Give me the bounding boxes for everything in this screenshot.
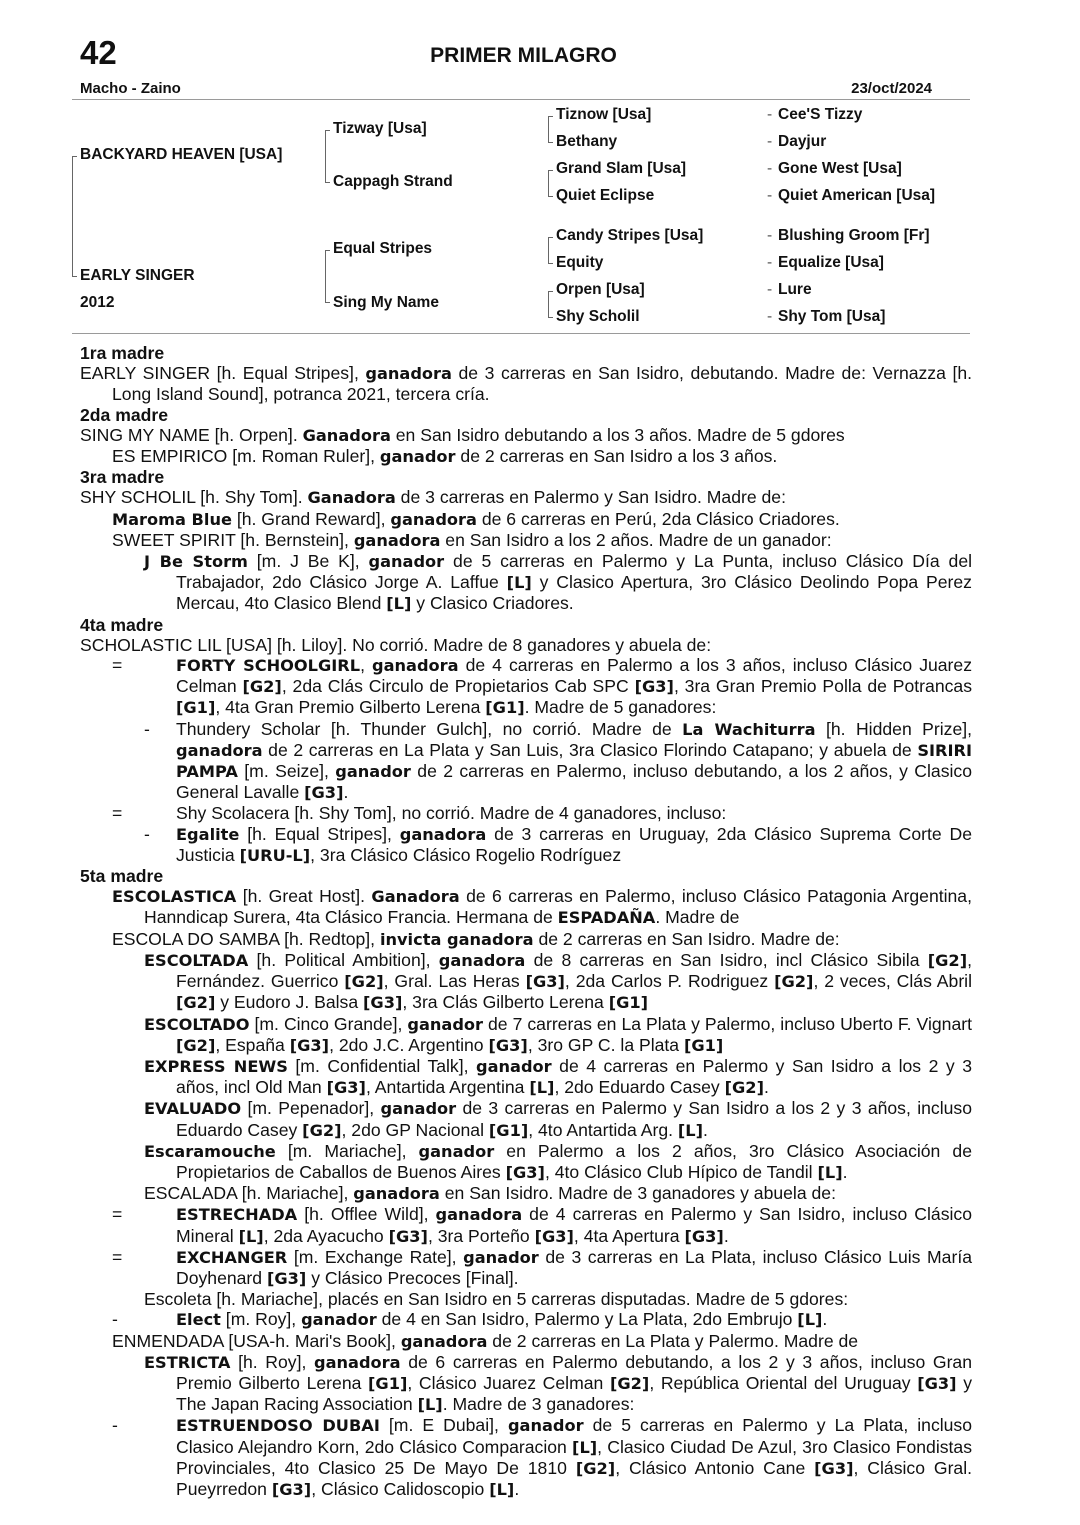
paragraph: ESCOLASTICA [h. Great Host]. Ganadora de 6 carreras en Palermo, incluso Clásico Patagonia Argentina, Hanndicap Surera, 4ta Clásico Francia. Hermana de ESPADAÑA. Madre de (112, 886, 972, 928)
pedigree-g3-4: Quiet Eclipse (556, 187, 655, 204)
paragraph: Escaramouche [m. Mariache], ganador en Palermo a los 2 años, 3ro Clásico Asociación de Propietarios de Caballos de Buenos Aires [G3], 4to Clásico Club Hípico de Tandil [L]. (144, 1140, 972, 1182)
pedigree-g4-6: Equalize [Usa] (778, 254, 884, 271)
paragraph: SCHOLASTIC LIL [USA] [h. Liloy]. No corrió. Madre de 8 ganadores y abuela de: (80, 634, 712, 655)
pedigree-g3-7: Orpen [Usa] (556, 281, 645, 298)
pedigree-g3-3: Grand Slam [Usa] (556, 160, 687, 177)
pedigree-g4-1: Cee'S Tizzy (778, 106, 863, 123)
paragraph: ENMENDADA [USA-h. Mari's Book], ganadora de 2 carreras en La Plata y Palermo. Madre de (112, 1330, 859, 1351)
pedigree-dam: EARLY SINGER (80, 267, 195, 284)
section-heading: 4ta madre (80, 614, 164, 635)
paragraph: Escoleta [h. Mariache], placés en San Isidro en 5 carreras disputadas. Madre de 5 gdores: (144, 1289, 849, 1310)
pedigree-g3-6: Equity (556, 254, 604, 271)
paragraph: ESCALADA [h. Mariache], ganadora en San Isidro. Madre de 3 ganadores y abuela de: (144, 1183, 836, 1204)
paragraph: ES EMPIRICO [m. Roman Ruler], ganador de 2 carreras en San Isidro a los 3 años. (112, 446, 778, 467)
paragraph: ESCOLTADA [h. Political Ambition], ganadora de 8 carreras en San Isidro, incl Clásico Sibila [G2], Fernández. Guerrico [G2], Gral. Las Heras [G3], 2da Carlos P. Rodriguez [G2], 2 veces, Clás Abril [G2] y Eudoro J. Balsa [G3], 3ra Clás Gilberto Lerena [G1] (144, 949, 972, 1013)
pedigree-g3-5: Candy Stripes [Usa] (556, 227, 704, 244)
pedigree-g3-8: Shy Scholil (556, 308, 640, 325)
paragraph: - ESTRUENDOSO DUBAI [m. E Dubai], ganador de 5 carreras en Palermo y La Plata, incluso Clasico Alejandro Korn, 2do Clásico Comparacion [L], Clasico Ciudad De Azul, 3ro Clasico Fondistas Provinciales, 4to Clasico 25 De Mayo De 1810 [G2], Clásico Antonio Cane [G3], Clásico Gral. Pueyrredon [G3], Clásico Calidoscopio [L]. (112, 1415, 973, 1499)
pedigree-g4-7: Lure (778, 281, 812, 298)
pedigree-g4-5: Blushing Groom [Fr] (778, 227, 930, 244)
horse-name: PRIMER MILAGRO (430, 44, 617, 67)
pedigree-sire: BACKYARD HEAVEN [USA] (80, 146, 283, 163)
pedigree-g2-4: Sing My Name (333, 294, 439, 311)
pedigree-g2-1: Tizway [Usa] (333, 120, 427, 137)
paragraph: = EXCHANGER [m. Exchange Rate], ganador de 3 carreras en La Plata, incluso Clásico Luis María Doyhenard [G3] y Clásico Precoces [Final]. (112, 1246, 972, 1288)
paragraph: = ESTRECHADA [h. Offlee Wild], ganadora de 4 carreras en Palermo y San Isidro, incluso Clásico Mineral [L], 2da Ayacucho [G3], 3ra Porteño [G3], 4ta Apertura [G3]. (112, 1204, 972, 1246)
dam-line-text (80, 343, 972, 1500)
sex-color: Macho - Zaino (80, 80, 181, 97)
pedigree-g4-4: Quiet American [Usa] (778, 187, 936, 204)
pedigree-g2-2: Cappagh Strand (333, 173, 453, 190)
section-heading: 5ta madre (80, 866, 164, 887)
section-heading: 1ra madre (80, 343, 165, 363)
section-heading: 2da madre (80, 404, 169, 425)
pedigree-g3-1: Tiznow [Usa] (556, 106, 652, 123)
paragraph: - Egalite [h. Equal Stripes], ganadora de 3 carreras en Uruguay, 2da Clásico Suprema Corte De Justicia [URU-L], 3ra Clásico Clásico Rogelio Rodríguez (144, 823, 972, 865)
paragraph: = FORTY SCHOOLGIRL, ganadora de 4 carreras en Palermo a los 3 años, incluso Clásico Juarez Celman [G2], 2da Clás Circulo de Propietarios Cab SPC [G3], 3ra Gran Premio Polla de Potrancas [G1], 4ta Gran Premio Gilberto Lerena [G1]. Madre de 5 ganadores: (112, 655, 973, 718)
top-rule (72, 99, 970, 100)
paragraph: EXPRESS NEWS [m. Confidential Talk], ganador de 4 carreras en Palermo y San Isidro a los 2 y 3 años, incl Old Man [G3], Antartida Argentina [L], 2do Eduardo Casey [G2]. (144, 1055, 972, 1098)
section-heading: 3ra madre (80, 467, 165, 488)
pedigree-g4-8: Shy Tom [Usa] (778, 308, 886, 325)
paragraph: ESCOLA DO SAMBA [h. Redtop], invicta ganadora de 2 carreras en San Isidro. Madre de: (112, 928, 840, 949)
date: 23/oct/2024 (851, 80, 932, 97)
paragraph: - Elect [m. Roy], ganador de 4 en San Isidro, Palermo y La Plata, 2do Embrujo [L]. (112, 1309, 828, 1330)
paragraph: Maroma Blue [h. Grand Reward], ganadora de 6 carreras en Perú, 2da Clásico Criadores. (112, 508, 840, 529)
pedigree-dam-year: 2012 (80, 294, 115, 311)
pedigree-bottom-rule (72, 333, 970, 334)
pedigree-g2-3: Equal Stripes (333, 240, 433, 257)
paragraph: ESCOLTADO [m. Cinco Grande], ganador de 7 carreras en La Plata y Palermo, incluso Uberto F. Vignart [G2], España [G3], 2do J.C. Argentino [G3], 3ro GP C. la Plata [G1] (144, 1013, 972, 1055)
paragraph: - Thundery Scholar [h. Thunder Gulch], no corrió. Madre de La Wachiturra [h. Hidden Prize], ganadora de 2 carreras en La Plata y San Luis, 3ra Clasico Florindo Catapano; y abuela de SIRIRI PAMPA [m. Seize], ganador de 2 carreras en Palermo, incluso debutando, a los 2 años, y Clasico General Lavalle [G3]. (144, 718, 973, 803)
paragraph: = Shy Scolacera [h. Shy Tom], no corrió. Madre de 4 ganadores, incluso: (112, 803, 727, 824)
paragraph: ESTRICTA [h. Roy], ganadora de 6 carreras en Palermo debutando, a los 2 y 3 años, incluso Gran Premio Gilberto Lerena [G1], Clásico Juarez Celman [G2], República Oriental del Uruguay [G3] y The Japan Racing Association [L]. Madre de 3 ganadores: (144, 1351, 973, 1415)
paragraph: EARLY SINGER [h. Equal Stripes], ganadora de 3 carreras en San Isidro, debutando. Madre de: Vernazza [h. Long Island Sound], potranca 2021, tercera cría. (80, 363, 973, 405)
paragraph: SHY SCHOLIL [h. Shy Tom]. Ganadora de 3 carreras en Palermo y San Isidro. Madre de: (80, 487, 786, 508)
paragraph: SWEET SPIRIT [h. Bernstein], ganadora en San Isidro a los 2 años. Madre de un ganador: (112, 529, 832, 550)
paragraph: SING MY NAME [h. Orpen]. Ganadora en San Isidro debutando a los 3 años. Madre de 5 gdores (80, 424, 845, 445)
catalog-number: 42 (80, 34, 117, 71)
bracket-sire-dam (72, 156, 73, 276)
pedigree-g4-3: Gone West [Usa] (778, 160, 902, 177)
paragraph: J Be Storm [m. J Be K], ganador de 5 carreras en Palermo y La Punta, incluso Clásico Día del Trabajador, 2do Clásico Jorge A. Laffue [L] y Clasico Apertura, 3ro Clásico Deolindo Popa Perez Mercau, 4to Clasico Blend [L] y Clasico Criadores. (144, 551, 973, 614)
paragraph: EVALUADO [m. Pepenador], ganador de 3 carreras en Palermo y San Isidro a los 2 y 3 años, incluso Eduardo Casey [G2], 2do GP Nacional [G1], 4to Antartida Arg. [L]. (144, 1098, 972, 1140)
pedigree-g4-2: Dayjur (778, 133, 827, 150)
pedigree-g3-2: Bethany (556, 133, 618, 150)
